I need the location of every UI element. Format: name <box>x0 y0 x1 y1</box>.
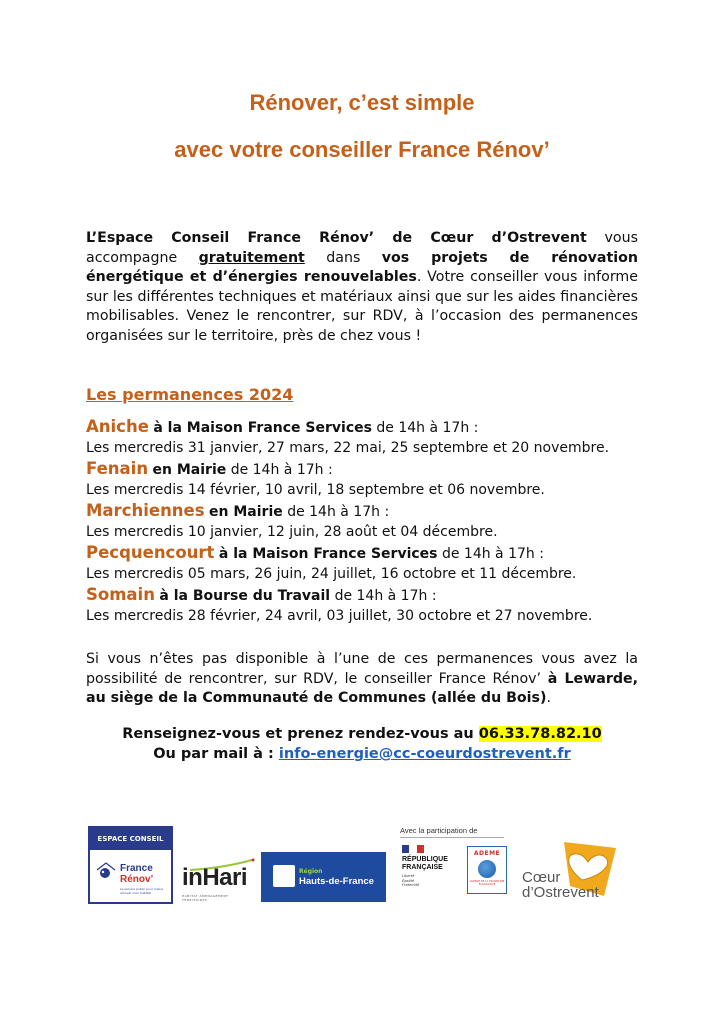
intro-paragraph <box>86 229 638 347</box>
france-renov-name-2: Rénov’ <box>120 874 154 885</box>
flag-icon <box>402 845 424 853</box>
permanence-hours: de 14h à 17h : <box>376 420 479 436</box>
contact-block <box>0 724 724 764</box>
permanence-town: Somain <box>86 585 155 604</box>
ademe-tagline: AGENCE DE LA TRANSITION ÉCOLOGIQUE <box>469 880 505 886</box>
outro-text-2: . <box>546 690 551 707</box>
intro-text-2: dans <box>304 249 382 266</box>
coeur-line-2: d’Ostrevent <box>522 884 599 901</box>
inhari-name: inHari <box>182 864 248 891</box>
permanence-town: Pecquencourt <box>86 543 215 562</box>
intro-bold-1: L’Espace Conseil France Rénov’ de Cœur d’Ostrevent <box>86 230 587 246</box>
rf-title-2: FRANÇAISE <box>402 864 443 871</box>
outro-bold: à Lewarde, au siège de la Communauté de Communes (allée du Bois) <box>86 670 638 707</box>
title-line-1: Rénover, c’est simple <box>249 90 475 115</box>
permanence-dates: Les mercredis 05 mars, 26 juin, 24 juillet, 16 octobre et 11 décembre. <box>86 566 577 582</box>
hauts-de-france-logo <box>261 852 386 902</box>
permanence-item <box>86 585 666 626</box>
inhari-logo <box>180 858 255 900</box>
permanence-hours: de 14h à 17h : <box>441 546 544 562</box>
ademe-name: ADEME <box>473 850 501 857</box>
phone-number[interactable]: 06.33.78.82.10 <box>478 726 602 742</box>
permanence-item <box>86 417 666 458</box>
france-renov-tagline: Le service public pour mieux rénover mon habitat <box>120 887 164 895</box>
rf-title-1: RÉPUBLIQUE <box>402 856 448 863</box>
mail-label: Ou par mail à : <box>153 746 279 762</box>
intro-underlined: gratuitement <box>198 249 305 266</box>
france-renov-logo <box>88 826 173 904</box>
hdf-name: Hauts-de-France <box>299 876 374 887</box>
rf-motto-2: Égalité <box>402 878 415 883</box>
outro-text-1: Si vous n’êtes pas disponible à l’une de ces permanences vous avez la possibilité de rencontrer, sur RDV, le conseiller France Rénov’ <box>86 651 638 687</box>
permanences-list <box>86 417 666 627</box>
permanence-item <box>86 459 666 500</box>
permanence-town: Fenain <box>86 459 149 478</box>
intro-bold-2: vos projets de rénovation énergétique et d’énergies renouvelables <box>86 249 638 286</box>
rf-motto-3: Fraternité <box>402 883 420 887</box>
permanence-dates: Les mercredis 10 janvier, 12 juin, 28 août et 04 décembre. <box>86 524 498 540</box>
outro-paragraph <box>86 650 638 709</box>
permanence-place: à la Bourse du Travail <box>159 588 331 604</box>
phone-label: Renseignez-vous et prenez rendez-vous au <box>122 726 479 742</box>
france-renov-name-1: France <box>120 863 153 874</box>
intro-text-1: vous accompagne <box>86 230 638 266</box>
permanence-place: à la Maison France Services <box>218 546 438 562</box>
ademe-logo <box>467 846 507 894</box>
coeur-line-1: Cœur <box>522 869 561 886</box>
espace-conseil-label: ESPACE CONSEIL <box>90 828 171 850</box>
title-line-2: avec votre conseiller France Rénov’ <box>174 137 550 162</box>
inhari-tagline: HABITAT AMENAGEMENT TERRITOIRES <box>182 894 229 902</box>
permanence-hours: de 14h à 17h : <box>334 588 437 604</box>
coeur-dostrevent-logo <box>520 838 620 908</box>
permanence-town: Aniche <box>86 417 149 436</box>
house-icon <box>96 862 116 878</box>
hdf-region-label: Région <box>299 868 323 875</box>
permanence-item <box>86 543 666 584</box>
rf-motto-1: Liberté <box>402 874 415 878</box>
permanences-heading: Les permanences 2024 <box>86 385 294 404</box>
region-map-icon <box>273 865 295 887</box>
permanence-town: Marchiennes <box>86 501 205 520</box>
participation-label: Avec la participation de <box>400 826 504 838</box>
permanence-hours: de 14h à 17h : <box>287 504 390 520</box>
permanence-place: à la Maison France Services <box>153 420 372 436</box>
permanence-hours: de 14h à 17h : <box>230 462 333 478</box>
permanence-place: en Mairie <box>152 462 227 478</box>
permanence-place: en Mairie <box>209 504 283 520</box>
permanence-dates: Les mercredis 31 janvier, 27 mars, 22 mai, 25 septembre et 20 novembre. <box>86 440 610 456</box>
permanence-dates: Les mercredis 28 février, 24 avril, 03 juillet, 30 octobre et 27 novembre. <box>86 608 593 624</box>
permanence-dates: Les mercredis 14 février, 10 avril, 18 septembre et 06 novembre. <box>86 482 545 498</box>
intro-text-3: . Votre conseiller vous informe sur les différentes techniques et matériaux ainsi que sur les aides financières mobilisables. Venez le rencontrer, sur RDV, à l’occasion des permanences organisées sur le territoire, près de chez vous ! <box>86 269 638 344</box>
republique-francaise-logo <box>402 845 462 895</box>
email-link[interactable]: info-energie@cc-coeurdostrevent.fr <box>278 746 571 762</box>
globe-icon <box>478 860 496 878</box>
permanence-item <box>86 501 666 542</box>
